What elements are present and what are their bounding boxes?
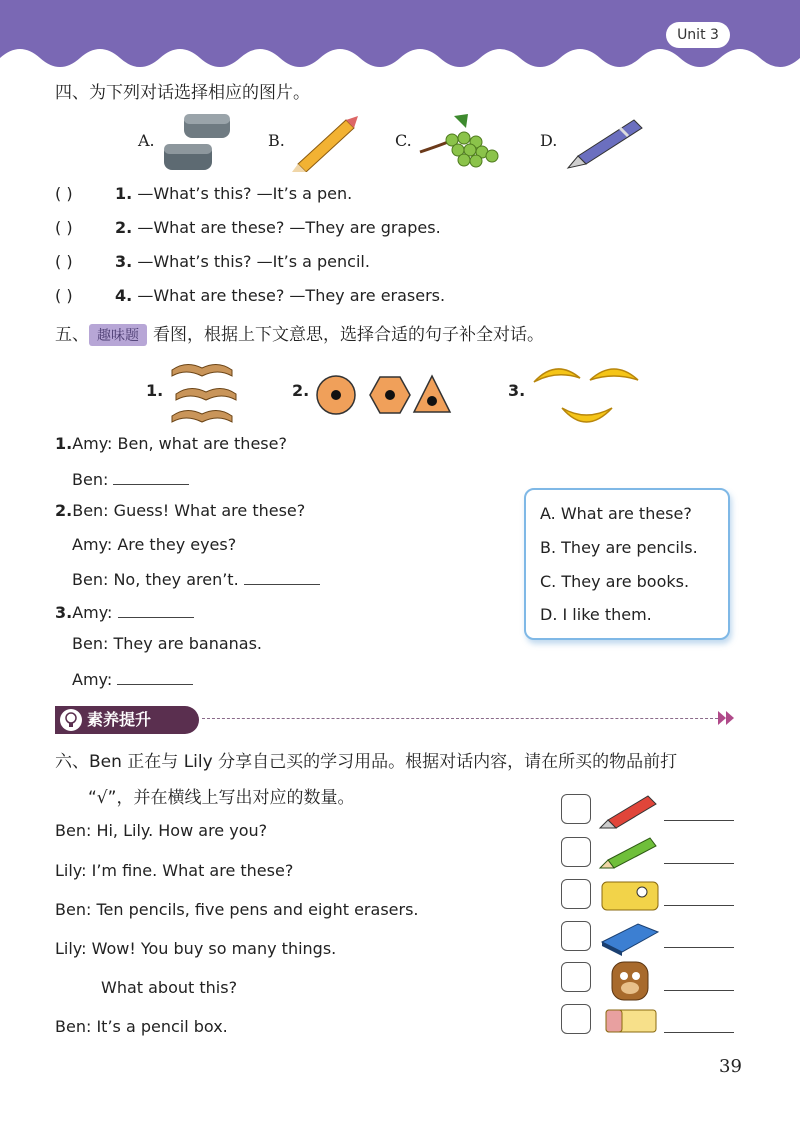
item-checkbox[interactable] [561,879,591,909]
bag-icon [606,956,654,1004]
erasers-icon [160,110,234,176]
dialogue-line: Ben: No, they aren’t. [72,568,320,589]
unit-label: Unit 3 [666,22,730,48]
question-1: 1. —What’s this? —It’s a pen. [115,184,353,203]
count-blank[interactable] [664,990,734,991]
option-b-letter: B. [268,131,285,150]
option-c-letter: C. [395,131,412,150]
dialogue-line: Ben: Hi, Lily. How are you? [55,821,268,840]
dialogue-line: Ben: It’s a pencil box. [55,1017,228,1036]
pencil-icon [290,112,360,172]
item-checkbox[interactable] [561,1004,591,1034]
item-checkbox[interactable] [561,962,591,992]
picture-label-1: 1. [146,381,164,400]
answer-paren[interactable]: ( ) [55,286,73,305]
question-4: 4. —What are these? —They are erasers. [115,286,446,305]
choice-c: C. They are books. [540,572,690,591]
dialogue-line: Lily: Wow! You buy so many things. [55,939,337,958]
pen-icon [598,790,660,830]
count-blank[interactable] [664,905,734,906]
answer-blank[interactable] [118,601,194,618]
grapes-icon [418,112,502,172]
dialogue-line: 1.Amy: Ben, what are these? [55,434,287,453]
bananas-icon [530,360,642,430]
count-blank[interactable] [664,947,734,948]
section-bar-label: 素养提升 [87,710,152,729]
section5-title: 五、 趣味题 看图，根据上下文意思，选择合适的句子补全对话。 [55,325,544,345]
question-3: 3. —What’s this? —It’s a pencil. [115,252,370,271]
books-icon [168,354,242,426]
dialogue-line: 3.Amy: [55,601,194,622]
book-icon [598,918,662,956]
item-checkbox[interactable] [561,794,591,824]
picture-label-2: 2. [292,381,310,400]
choice-b: B. They are pencils. [540,538,698,557]
section-pill [55,706,199,734]
section6-title-line2: “√”，并在横线上写出对应的数量。 [88,788,355,808]
lightbulb-icon [59,708,83,732]
section4-title: 四、为下列对话选择相应的图片。 [55,83,310,103]
count-blank[interactable] [664,863,734,864]
pen-icon [564,112,648,170]
answer-blank[interactable] [244,568,320,585]
dialogue-line: Ben: They are bananas. [72,634,262,653]
choice-a: A. What are these? [540,504,692,523]
dialogue-line: What about this? [101,978,238,997]
option-a-letter: A. [138,131,155,150]
dialogue-line: Lily: I’m fine. What are these? [55,861,294,880]
double-arrow-icon [718,711,736,725]
dialogue-line: 2.Ben: Guess! What are these? [55,501,306,520]
pencil-box-icon [598,876,662,914]
section6-title-line1: 六、Ben 正在与 Lily 分享自己买的学习用品。根据对话内容，请在所买的物品前打 [55,752,678,772]
count-blank[interactable] [664,1032,734,1033]
item-checkbox[interactable] [561,837,591,867]
picture-label-3: 3. [508,381,526,400]
section-divider [202,718,718,719]
dialogue-line: Ben: [72,468,189,489]
answer-blank[interactable] [117,668,193,685]
dialogue-line: Amy: Are they eyes? [72,535,237,554]
shapes-eyes-icon [314,372,454,418]
answer-paren[interactable]: ( ) [55,252,73,271]
pencil-icon [598,834,660,870]
answer-paren[interactable]: ( ) [55,218,73,237]
dialogue-line: Amy: [72,668,193,689]
option-d-letter: D. [540,131,558,150]
question-2: 2. —What are these? —They are grapes. [115,218,441,237]
answer-paren[interactable]: ( ) [55,184,73,203]
choice-d: D. I like them. [540,605,652,624]
count-blank[interactable] [664,820,734,821]
eraser-icon [600,1004,662,1038]
fun-badge: 趣味题 [89,324,147,346]
dialogue-line: Ben: Ten pencils, five pens and eight erasers. [55,900,419,919]
answer-blank[interactable] [113,468,189,485]
item-checkbox[interactable] [561,921,591,951]
choices-box [524,488,730,640]
page-number: 39 [719,1056,742,1077]
